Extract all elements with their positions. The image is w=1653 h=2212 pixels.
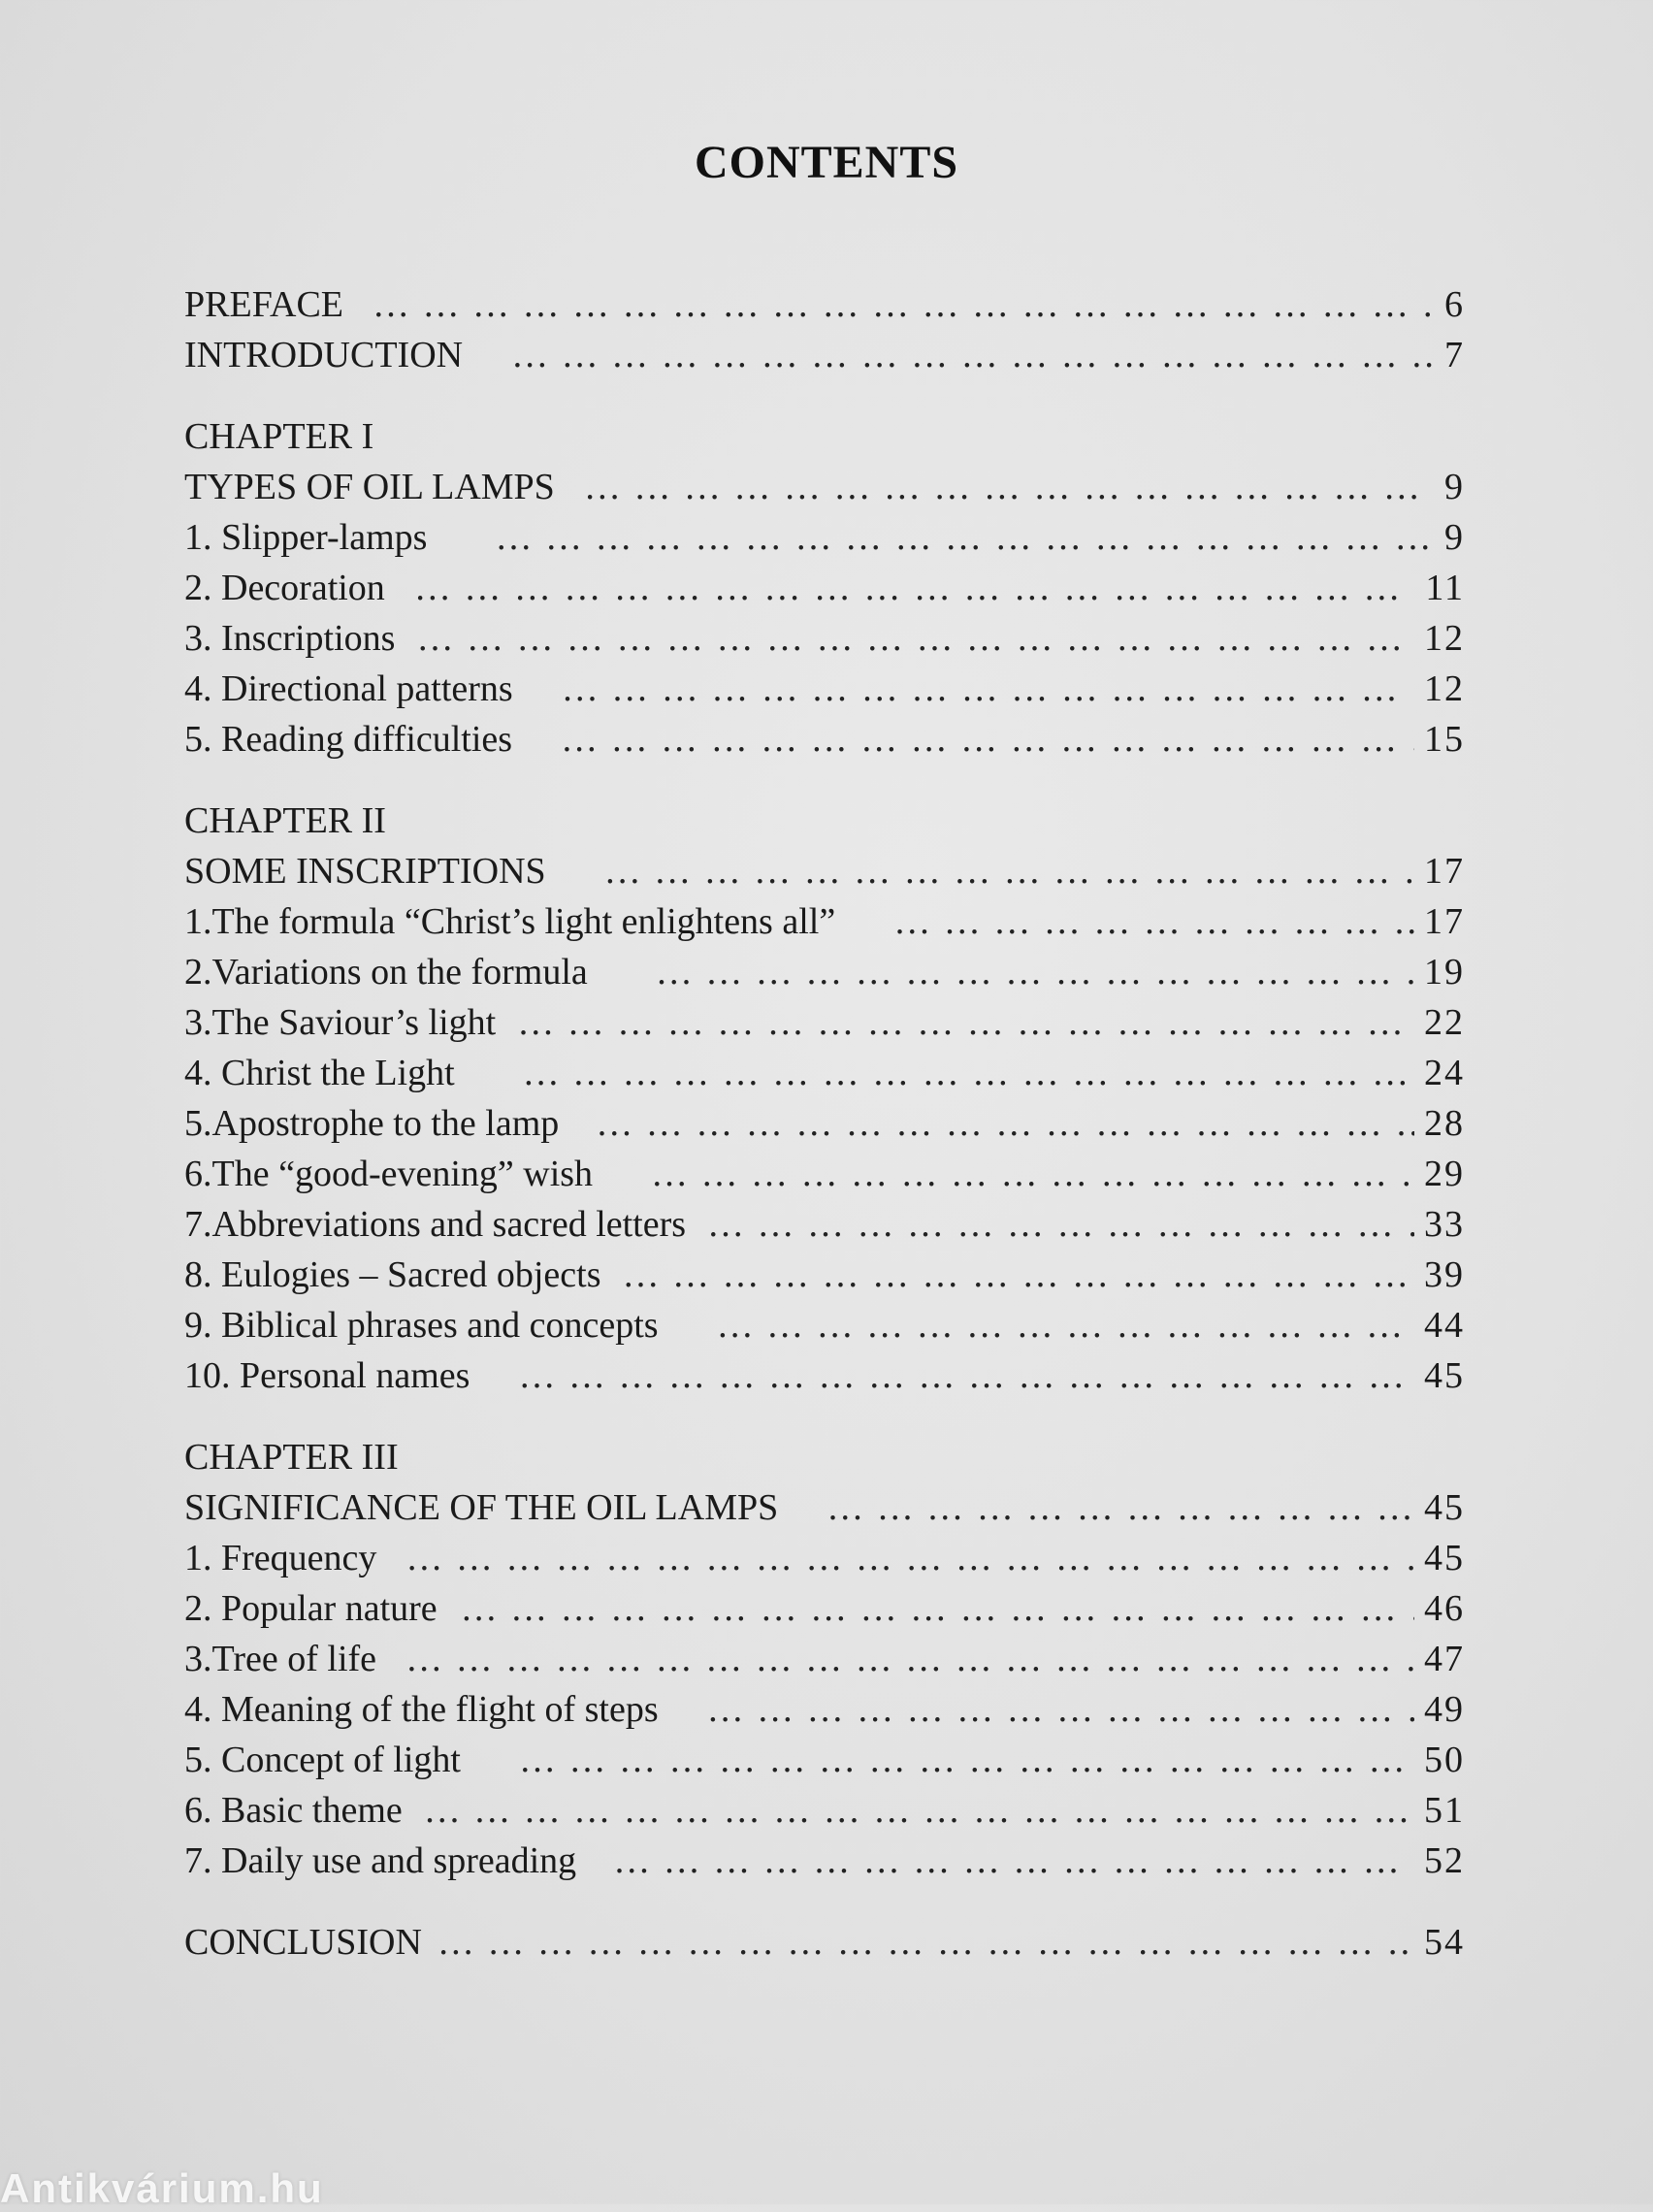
toc-entry-page: 12	[1424, 668, 1465, 709]
chapter-heading-1: CHAPTER I	[184, 416, 374, 457]
toc-entry-label: 6. Basic theme	[184, 1790, 403, 1831]
toc-entry	[184, 1537, 1465, 1587]
toc-entry-conclusion	[184, 1921, 1465, 1971]
toc-entry	[184, 1789, 1465, 1839]
toc-entry-label: 6.The “good-evening” wish	[184, 1154, 594, 1194]
toc-entry	[184, 667, 1465, 718]
table-of-contents	[184, 283, 1465, 1971]
toc-entry-page: 15	[1424, 719, 1465, 760]
toc-leader-dots	[424, 1789, 1414, 1832]
toc-entry-page: 46	[1424, 1588, 1465, 1629]
toc-entry	[184, 1587, 1465, 1638]
toc-entry-page: 52	[1424, 1840, 1465, 1881]
toc-entry-page: 12	[1424, 618, 1465, 659]
toc-entry-page: 45	[1424, 1538, 1465, 1578]
toc-entry-label: 2. Popular nature	[184, 1588, 438, 1629]
toc-entry-label: 5. Concept of light	[184, 1740, 461, 1780]
toc-entry	[184, 1253, 1465, 1304]
toc-entry-page: 19	[1424, 952, 1465, 992]
toc-entry-page: 28	[1424, 1103, 1465, 1144]
toc-leader-dots	[584, 466, 1435, 508]
toc-entry-page: 47	[1424, 1639, 1465, 1679]
toc-leader-dots	[623, 1253, 1414, 1296]
toc-entry-page: 24	[1424, 1053, 1465, 1093]
toc-entry	[184, 1354, 1465, 1405]
toc-entry-preface	[184, 283, 1465, 334]
toc-entry	[184, 1486, 1465, 1537]
toc-entry-label: 7. Daily use and spreading	[184, 1840, 577, 1881]
toc-entry-page: 17	[1424, 901, 1465, 942]
toc-leader-dots	[826, 1486, 1414, 1529]
toc-entry-page: 39	[1424, 1254, 1465, 1295]
toc-entry-label: 3. Inscriptions	[184, 618, 396, 659]
toc-entry	[184, 718, 1465, 768]
toc-leader-dots	[613, 1839, 1414, 1882]
toc-leader-dots	[651, 1153, 1414, 1195]
toc-leader-dots	[562, 667, 1414, 710]
section-gap	[184, 768, 1465, 799]
toc-leader-dots	[438, 1921, 1414, 1964]
toc-leader-dots	[717, 1304, 1414, 1347]
toc-leader-dots	[405, 1537, 1414, 1579]
toc-leader-dots	[519, 1739, 1414, 1781]
section-gap	[184, 1890, 1465, 1921]
toc-entry-label: 3.Tree of life	[184, 1639, 377, 1679]
toc-entry-label: PREFACE	[184, 284, 344, 325]
toc-entry	[184, 617, 1465, 667]
toc-entry-label: SIGNIFICANCE OF THE OIL LAMPS	[184, 1487, 779, 1528]
toc-leader-dots	[523, 1052, 1414, 1094]
toc-entry	[184, 1839, 1465, 1890]
toc-entry	[184, 1638, 1465, 1688]
toc-entry-page: 51	[1424, 1790, 1465, 1831]
toc-leader-dots	[656, 951, 1414, 993]
toc-entry	[184, 1688, 1465, 1739]
toc-entry	[184, 516, 1465, 567]
toc-entry-page: 11	[1425, 568, 1465, 608]
toc-entry-introduction	[184, 334, 1465, 384]
toc-entry	[184, 1052, 1465, 1102]
toc-leader-dots	[518, 1354, 1414, 1397]
toc-entry-label: 4. Christ the Light	[184, 1053, 455, 1093]
section-gap	[184, 1405, 1465, 1436]
toc-entry-label: 7.Abbreviations and sacred letters	[184, 1204, 687, 1245]
toc-entry-page: 54	[1424, 1922, 1465, 1963]
toc-entry-label: 2.Variations on the formula	[184, 952, 588, 992]
toc-entry-label: 4. Directional patterns	[184, 668, 513, 709]
toc-leader-dots	[414, 567, 1416, 609]
section-gap	[184, 384, 1465, 415]
toc-entry-label: TYPES OF OIL LAMPS	[184, 467, 555, 507]
toc-leader-dots	[416, 617, 1414, 660]
toc-leader-dots	[405, 1638, 1414, 1680]
toc-entry-page: 45	[1424, 1355, 1465, 1396]
toc-entry-page: 45	[1424, 1487, 1465, 1528]
toc-entry-label: CONCLUSION	[184, 1922, 422, 1963]
page-title: CONTENTS	[694, 137, 959, 188]
toc-entry-page: 33	[1424, 1204, 1465, 1245]
toc-entry-page: 44	[1424, 1305, 1465, 1346]
toc-entry-label: 3.The Saviour’s light	[184, 1002, 497, 1043]
toc-leader-dots	[561, 718, 1414, 761]
toc-leader-dots	[893, 900, 1414, 943]
toc-entry	[184, 951, 1465, 1001]
toc-entry	[184, 850, 1465, 900]
toc-entry-label: 10. Personal names	[184, 1355, 470, 1396]
toc-entry	[184, 466, 1465, 516]
toc-entry	[184, 1001, 1465, 1052]
toc-leader-dots	[707, 1688, 1414, 1731]
toc-entry-label: 4. Meaning of the flight of steps	[184, 1689, 659, 1730]
toc-leader-dots	[604, 850, 1414, 893]
toc-entry-label: 2. Decoration	[184, 568, 385, 608]
toc-leader-dots	[596, 1102, 1414, 1145]
toc-entry	[184, 1203, 1465, 1253]
toc-entry	[184, 1153, 1465, 1203]
toc-leader-dots	[461, 1587, 1414, 1630]
toc-entry-page: 50	[1424, 1740, 1465, 1780]
toc-entry	[184, 1102, 1465, 1153]
toc-entry-label: SOME INSCRIPTIONS	[184, 851, 546, 892]
toc-entry	[184, 900, 1465, 951]
toc-entry-page: 49	[1424, 1689, 1465, 1730]
toc-entry-page: 7	[1444, 335, 1465, 375]
chapter-heading-3: CHAPTER III	[184, 1437, 399, 1478]
toc-entry	[184, 567, 1465, 617]
toc-leader-dots	[373, 283, 1435, 326]
toc-entry-page: 29	[1424, 1154, 1465, 1194]
toc-entry	[184, 1739, 1465, 1789]
chapter-heading-2: CHAPTER II	[184, 800, 386, 841]
toc-entry-page: 9	[1444, 467, 1465, 507]
toc-entry-label: 1. Frequency	[184, 1538, 377, 1578]
toc-entry-label: 1. Slipper-lamps	[184, 517, 428, 558]
toc-leader-dots	[495, 516, 1435, 559]
watermark-text: Antikvárium.hu	[0, 2165, 324, 2211]
toc-entry-label: 5. Reading difficulties	[184, 719, 513, 760]
toc-entry	[184, 1304, 1465, 1354]
toc-entry-page: 17	[1424, 851, 1465, 892]
toc-entry-page: 9	[1444, 517, 1465, 558]
toc-entry-label: 9. Biblical phrases and concepts	[184, 1305, 659, 1346]
toc-leader-dots	[517, 1001, 1414, 1044]
toc-entry-label: 8. Eulogies – Sacred objects	[184, 1254, 601, 1295]
toc-leader-dots	[707, 1203, 1414, 1246]
toc-entry-page: 22	[1424, 1002, 1465, 1043]
toc-entry-label: 5.Apostrophe to the lamp	[184, 1103, 560, 1144]
toc-entry-page: 6	[1444, 284, 1465, 325]
toc-leader-dots	[511, 334, 1435, 376]
toc-entry-label: 1.The formula “Christ’s light enlightens all”	[184, 901, 836, 942]
toc-entry-label: INTRODUCTION	[184, 335, 464, 375]
